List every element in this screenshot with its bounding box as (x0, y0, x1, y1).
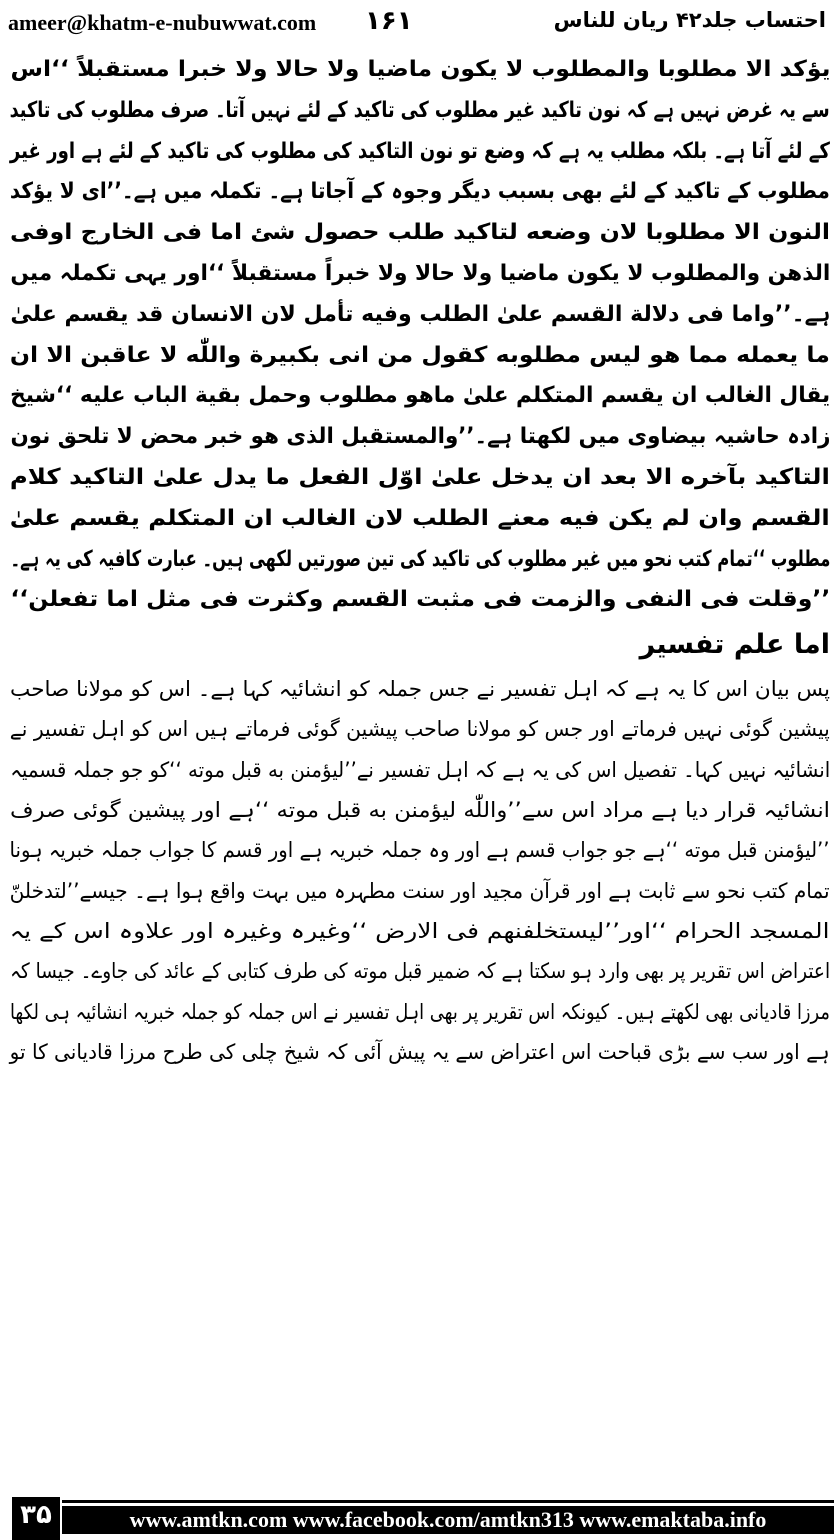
footer-section-number: ۳۵ (12, 1497, 60, 1540)
text-line (10, 709, 830, 749)
text-line-content: القسم وان لم یکن فیه معنے الطلب لان الغالب ان المتکلم یقسم علیٰ (10, 505, 830, 531)
text-line-content: مطلوب ‘‘تمام کتب نحو میں غیر مطلوب کی تاکید کی تین صورتیں لکھی ہیں۔ عبارت کافیہ کی یہ ہے۔ (10, 546, 830, 572)
footer-links: www.amtkn.com www.facebook.com/amtkn313 www.emaktaba.info (62, 1506, 834, 1534)
text-line-content: زادہ حاشیہ بیضاوی میں لکھتا ہے۔’’والمستقبل الذی هو خبر محض لا تلحق نون (10, 424, 830, 450)
text-line-content: یقال الغالب ان یقسم المتکلم علیٰ ماهو مطلوب وحمل بقیة الباب علیه ‘‘شیخ (10, 383, 830, 409)
text-line-content: التاکید بآخره الا بعد ان یدخل علیٰ اوّل الفعل ما یدل علیٰ التاکید کلام (10, 464, 830, 490)
text-line-content: کے لئے آتا ہے۔ بلکہ مطلب یہ ہے کہ وضع تو نون التاکید کی مطلوب کی تاکید کے لئے ہے اور غیر (10, 138, 830, 164)
text-line-content: ہے۔’’واما فی دلالة القسم علیٰ الطلب وفیه تأمل لان الانسان قد یقسم علیٰ (9, 301, 830, 327)
footer-rule (62, 1500, 834, 1503)
text-line-content: پیشین گوئی نہیں فرماتے اور جس کو مولانا صاحب پیشین گوئی فرماتے ہیں اس کو اہل تفسیر نے (10, 717, 830, 742)
text-line (10, 132, 830, 173)
book-title: احتساب جلد۴۲ ریان للناس (553, 8, 826, 32)
text-line (10, 951, 830, 991)
text-line (10, 499, 830, 540)
text-line-content: النون الا مطلوبا لان وضعه لتاکید طلب حصول شئ اما فی الخارج اوفی (10, 220, 830, 246)
text-line-content: ما یعمله مما هو لیس مطلوبه کقول من انی بکبیرة واللّٰه لا عاقبن الا ان (10, 342, 830, 368)
text-line-content: تمام کتب نحو سے ثابت ہے اور قرآن مجید اور سنت مطہرہ میں بہت واقع ہوا ہے۔ جیسے’’لتدخلنّ (10, 878, 830, 903)
text-line (10, 458, 830, 499)
text-line (10, 254, 830, 295)
text-line (10, 376, 830, 417)
text-line (10, 295, 830, 336)
text-line (10, 830, 830, 870)
section-heading: اما علم تفسیر (639, 629, 830, 661)
text-line (10, 172, 830, 213)
text-line-content: اعتراض اس تقریر پر بھی وارد ہو سکتا ہے کہ ضمیر قبل موته کی طرف کتابی کے عائد کی جاوے۔ جیسا کہ (10, 959, 830, 984)
text-line (10, 417, 830, 458)
text-line-content: انشائیہ قرار دیا ہے مراد اس سے’’واللّٰه لیؤمنن به قبل موته ‘‘ہے اور پیشین گوئی صرف (10, 798, 830, 823)
text-line-content: پس بیان اس کا یہ ہے کہ اہل تفسیر نے جس جملہ کو انشائیہ کہا ہے۔ اس کو مولانا صاحب (9, 677, 830, 702)
text-line (10, 50, 830, 91)
text-line-content: سے یہ غرض نہیں ہے کہ نون تاکید غیر مطلوب کی تاکید کے لئے نہیں آتا۔ صرف مطلوب کی تاکید (10, 97, 830, 123)
text-line-content: ’’وقلت فی النفی والزمت فی مثبت القسم وکثرت فی مثل اما تفعلن‘‘ (10, 587, 830, 613)
text-line (10, 336, 830, 377)
text-line-content: انشائیہ نہیں کہا۔ تفصیل اس کی یہ ہے کہ اہل تفسیر نے’’لیؤمنن به قبل موته ‘‘کو جو جملہ قسمیہ (10, 757, 830, 782)
page-body (10, 50, 830, 1072)
text-line-content: ’’لیؤمنن قبل موته ‘‘ہے جو جواب قسم ہے اور وہ جملہ خبریہ ہے اور قسم کا جواب جملہ خبریہ ہونا (10, 838, 830, 863)
text-line (10, 911, 830, 951)
text-line-content: مطلوب کے تاکید کے لئے بھی بسبب دیگر وجوہ کے آجاتا ہے۔ تکملہ میں ہے۔’’ای لا یؤکد (10, 179, 830, 205)
text-line (10, 91, 830, 132)
text-line (10, 992, 830, 1032)
page-number: ۱۶۱ (365, 6, 413, 36)
section-text-2 (10, 669, 830, 1072)
text-line (10, 871, 830, 911)
text-line-content: المسجد الحرام ‘‘اور’’لیستخلفنهم فی الارض ‘‘وغیرہ وغیرہ اور علاوہ اس کے یہ (10, 918, 830, 943)
text-line (10, 1032, 830, 1072)
text-line (10, 213, 830, 254)
header-email: ameer@khatm-e-nubuwwat.com (8, 10, 317, 35)
text-line (10, 540, 830, 581)
text-line (10, 750, 830, 790)
section-text-1 (10, 50, 830, 621)
text-line (10, 580, 830, 621)
text-line-content: مرزا قادیانی بھی لکھتے ہیں۔ کیونکہ اس تقریر پر بھی اہل تفسیر نے اس جملہ کو جملہ خبریہ انشائیہ ہی لکھا (10, 999, 830, 1024)
page-footer (0, 1497, 840, 1540)
text-line (10, 790, 830, 830)
text-line (10, 669, 830, 709)
page-header (0, 0, 840, 48)
text-line-content: ہے اور سب سے بڑی قباحت اس اعتراض سے یہ پیش آئی کہ شیخ چلی کی طرح مرزا قادیانی کا تو (10, 1039, 830, 1064)
text-line-content: یؤکد الا مطلوبا والمطلوب لا یکون ماضیا ولا حالا ولا خبرا مستقبلاً ‘‘اس (10, 57, 830, 82)
text-line-content: الذهن والمطلوب لا یکون ماضیا ولا حالا ولا خبراً مستقبلاً ‘‘اور یہی تکملہ میں (10, 260, 830, 286)
